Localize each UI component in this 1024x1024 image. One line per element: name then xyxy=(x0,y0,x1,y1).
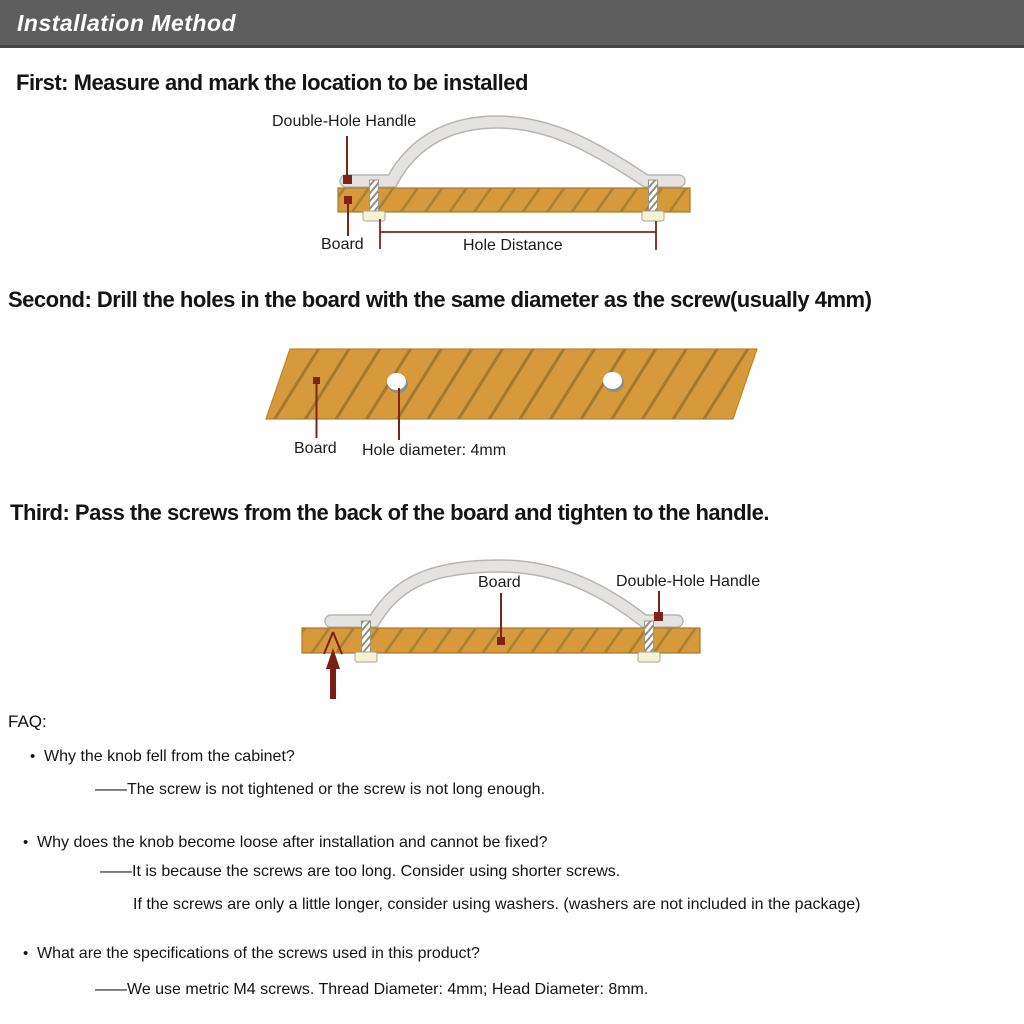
board-pointer-marker xyxy=(497,637,505,645)
label-board: Board xyxy=(478,574,521,591)
faq-answer-1: ——The screw is not tightened or the screw is not long enough. xyxy=(95,781,546,798)
faq-question-1-text: Why the knob fell from the cabinet? xyxy=(44,748,295,765)
board-hatch xyxy=(266,349,757,419)
bullet-icon: • xyxy=(23,834,29,851)
label-board: Board xyxy=(321,236,364,253)
step1-heading: First: Measure and mark the location to be installed xyxy=(16,70,528,95)
bullet-icon: • xyxy=(30,748,36,765)
faq-question-3 xyxy=(23,945,480,963)
label-double-hole-handle: Double-Hole Handle xyxy=(272,113,417,130)
bullet-icon: • xyxy=(23,945,29,962)
faq-question-2 xyxy=(23,834,548,852)
handle-pointer-line xyxy=(346,136,348,177)
board-pointer-line xyxy=(500,593,502,641)
board-pointer-marker xyxy=(313,377,320,384)
faq-heading: FAQ: xyxy=(8,712,47,731)
handle-pointer-line xyxy=(658,591,660,614)
step2-heading: Second: Drill the holes in the board with the same diameter as the screw(usually 4mm) xyxy=(8,287,872,312)
board-pointer-marker xyxy=(344,196,352,204)
page-title: Installation Method xyxy=(17,10,237,36)
faq-answer-2: ——It is because the screws are too long. Consider using shorter screws. xyxy=(100,863,621,880)
faq-question-2-text: Why does the knob become loose after installation and cannot be fixed? xyxy=(37,834,548,851)
faq-answer-2-extra: If the screws are only a little longer, consider using washers. (washers are not included in the package) xyxy=(133,896,861,913)
board-pointer-line xyxy=(316,384,318,438)
label-double-hole-handle: Double-Hole Handle xyxy=(616,573,761,590)
board-hatch xyxy=(338,188,690,212)
hole-pointer-line xyxy=(398,388,400,440)
faq-question-3-text: What are the specifications of the screws used in this product? xyxy=(37,945,480,962)
board-pointer-line xyxy=(347,204,349,236)
label-board: Board xyxy=(294,440,337,457)
handle-pointer-marker xyxy=(654,612,663,621)
label-hole-diameter: Hole diameter: 4mm xyxy=(362,442,507,459)
step3-heading: Third: Pass the screws from the back of the board and tighten to the handle. xyxy=(10,500,769,525)
faq-question-1 xyxy=(30,748,295,766)
diagram1-handle-on-board xyxy=(338,122,690,250)
label-hole-distance: Hole Distance xyxy=(463,237,563,254)
handle-pointer-marker xyxy=(343,175,352,184)
diagram2-drilled-board xyxy=(266,349,757,440)
faq-answer-3: ——We use metric M4 screws. Thread Diameter: 4mm; Head Diameter: 8mm. xyxy=(95,981,649,998)
